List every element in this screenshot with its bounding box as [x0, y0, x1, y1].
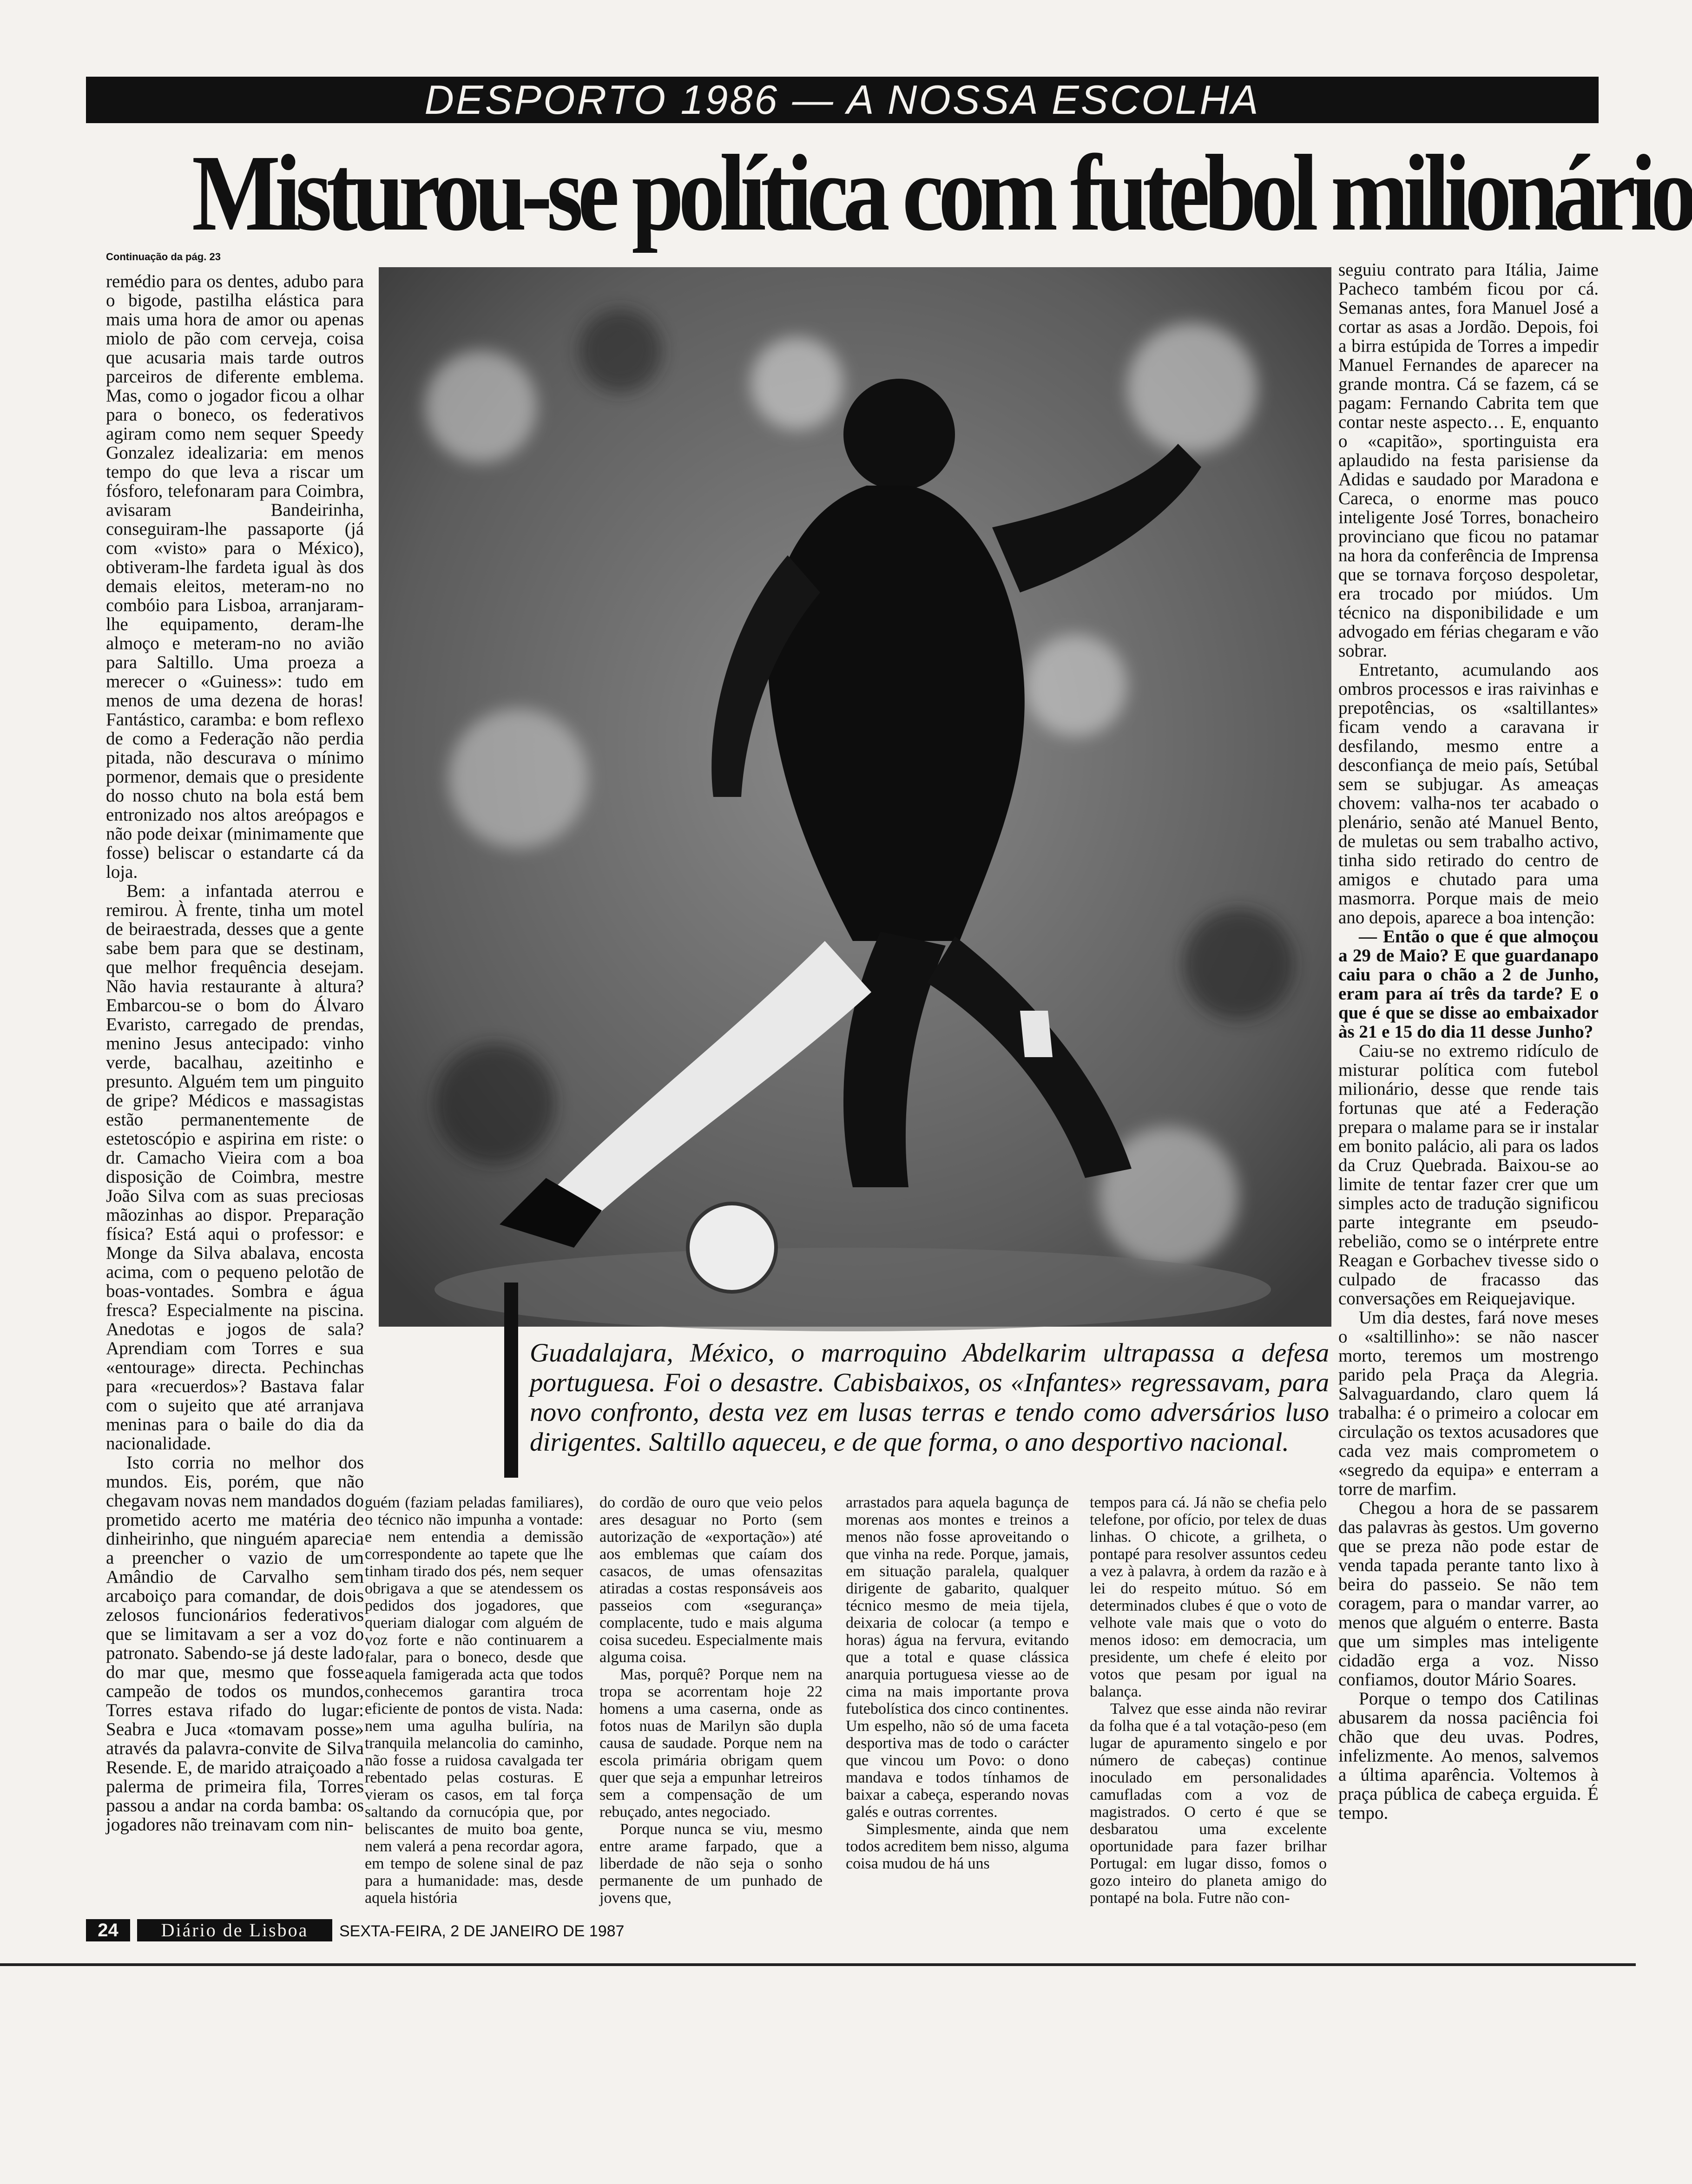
headline: Misturou-se política com futebol milionário: [191, 132, 1692, 253]
bold-quote: — Então o que é que almoçou a 29 de Maio? E que guardanapo caiu para o chão a 2 de Junho, eram para aí três da tarde? E o que é que se disse ao embaixador às 21 e 15 do dia 11 desse Junho?: [1338, 927, 1599, 1042]
bottom-paragraph: Talvez que esse ainda não revirar da folha que é a tal votação-peso (em lugar de apuramento singelo e por número de cabeças) continue inoculado em personalidades camufladas com a voz de magistrados. O certo é que se desbaratou uma excelente oportunidade para fazer brilhar Portugal: em lugar disso, fomos o gozo inteiro do planeta amigo do pontapé na bola. Futre não con-: [1090, 1700, 1327, 1907]
bottom-column-1: [365, 1494, 583, 1910]
right-paragraph: Entretanto, acumulando aos ombros processos e iras raivinhas e prepotências, os «saltillantes» ficam vendo a caravana ir desfilando, mesmo entre a desconfiança de meio país, Setúbal sem se subjugar. As ameaças chovem: valha-nos ter acabado o plenário, senão até Manuel Bento, de muletas ou sem trabalho activo, tinha sido retirado do centro de amigos e chutado para uma masmorra. Porque mais de meio ano depois, aparece a boa intenção:: [1338, 660, 1599, 928]
left-paragraph: Isto corria no melhor dos mundos. Eis, porém, que não chegavam novas nem mandados do prometido acerto me matéria de dinheirinho, que ninguém aparecia a preencher o vazio de um Amândio de Carvalho sem arcaboiço para comandar, de dois zelosos funcionários federativos que se limitavam a ser a voz do patronato. Sabendo-se já deste lado do mar que, mesmo que fosse campeão de todos os mundos, Torres estava rifado do lugar: Seabra e Juca «tomavam posse» através da palavra-convite de Silva Resende. E, de marido atraiçoado a palerma de primeira fila, Torres passou a andar na corda bamba: os jogadores não treinavam com nin-: [106, 1453, 364, 1835]
bottom-rule: [0, 1963, 1636, 1966]
bottom-paragraph: Simplesmente, ainda que nem todos acreditem bem nisso, alguma coisa mudou de há uns: [846, 1821, 1069, 1872]
caption-bar: [504, 1283, 518, 1478]
newspaper-name: Diário de Lisboa: [137, 1919, 332, 1941]
bottom-paragraph: do cordão de ouro que veio pelos ares desaguar no Porto (sem autorização de «exportação») até aos emblemas que caíam dos casacos, de umas ofensazitas atiradas a costas responsáveis aos passeios com «segurança» complacente, tudo e mais alguma coisa sucedeu. Especialmente mais alguma coisa.: [599, 1494, 823, 1666]
football-player-illustration: [379, 267, 1331, 1327]
bottom-paragraph: tempos para cá. Já não se chefia pelo telefone, por ofício, por telex de duas linhas. O chicote, a grilheta, o pontapé para resolver assuntos cedeu a vez à palavra, à ordem da razão e à lei do respeito mútuo. Só em determinados clubes é que o voto de velhote vale mais que o voto do menos idoso: em democracia, um presidente, um chefe é eleito por votos que pesam por igual na balança.: [1090, 1494, 1327, 1700]
left-column: [106, 272, 364, 1889]
left-paragraph: remédio para os dentes, adubo para o bigode, pastilha elástica para mais uma hora de amor ou apenas miolo de pão com cerveja, coisa que acusaria mais tarde outros parceiros de diferente emblema. Mas, como o jogador ficou a olhar para o boneco, os federativos agiram como nem sequer Speedy Gonzalez idealizaria: em menos tempo do que leva a riscar um fósforo, telefonaram para Coimbra, avisaram Bandeirinha, conseguiram-lhe passaporte (já com «visto» para o México), obtiveram-lhe fardeta igual às dos demais eleitos, meteram-no no combóio para Lisboa, arranjaram-lhe equipamento, deram-lhe almoço e meteram-no no avião para Saltillo. Uma proeza a merecer o «Guiness»: tudo em menos de uma dezena de horas! Fantástico, caramba: e bom reflexo de como a Federação não perdia pitada, não descurava o mínimo pormenor, demais que o presidente do nosso chuto na bola está bem entronizado nos altos areópagos e não pode deixar (minimamente que fosse) beliscar o estandarte cá da loja.: [106, 271, 364, 882]
publication-date: SEXTA-FEIRA, 2 DE JANEIRO DE 1987: [339, 1922, 625, 1940]
right-paragraph-bold: [1338, 927, 1599, 1041]
bottom-paragraph: Mas, porquê? Porque nem na tropa se acorrentam hoje 22 homens a uma caserna, onde as fotos nuas de Marilyn são dupla causa de saudade. Porque nem na escola primária obrigam quem quer que seja a empunhar letreiros sem a compensação de um rebuçado, antes negociado.: [599, 1666, 823, 1821]
bottom-paragraph: Porque nunca se viu, mesmo entre arame farpado, que a liberdade de não seja o sonho permanente de um punhado de jovens que,: [599, 1821, 823, 1907]
right-paragraph: Um dia destes, fará nove meses o «saltillinho»: se não nascer morto, teremos um mostrengo parido pela Praça da Alegria. Salvaguardando, claro quem lá trabalha: é o primeiro a colocar em circulação os textos acusadores que cada vez mais comprometem o «segredo da equipa» e enterram a torre de marfim.: [1338, 1308, 1599, 1499]
continuation-note: Continuação da pág. 23: [106, 251, 221, 263]
page-footer: [86, 1919, 1599, 1947]
bottom-column-3: [846, 1494, 1069, 1910]
right-paragraph: Caiu-se no extremo ridículo de misturar política com futebol milionário, desse que rende tais fortunas que até a Federação prepara o malame para se ir instalar em bonito palácio, ali para os lados da Cruz Quebrada. Baixou-se ao limite de tentar fazer crer que um simples acto de tradução significou parte integrante em pseudo-rebelião, como se o intérprete entre Reagan e Gorbachev tivesse sido o culpado de fracasso das conversações em Reiquejavique.: [1338, 1041, 1599, 1309]
bottom-paragraph: guém (faziam peladas familiares), o técnico não impunha a vontade: e nem entendia a demissão correspondente ao tapete que lhe tinham tirado dos pés, nem sequer obrigava a que se atendessem os pedidos dos jogadores, que queriam dialogar com alguém de voz forte e não continuarem a falar, para o boneco, desde que aquela famigerada acta que todos conhecemos garantira troca eficiente de pontos de vista. Nada: nem uma agulha bulíria, na tranquila melancolia do caminho, não fosse a ruidosa cavalgada ter rebentado pelas costuras. E vieram os casos, em tal força saltando da cornucópia que, por beliscantes de muito boa gente, nem valerá a pena recordar agora, em tempo de solene sinal de paz para a humanidade: mas, desde aquela história: [365, 1494, 583, 1907]
bottom-paragraph: arrastados para aquela bagunça de morenas aos montes e treinos a menos não fosse aproveitando o que vinha na rede. Porque, jamais, em situação paralela, qualquer dirigente de gabarito, qualquer técnico mesmo de meia tijela, deixaria de colocar (a tempo e horas) água na fervura, evitando que a total e quase clássica anarquia portuguesa viesse ao de cima na mais importante prova futebolística dos cinco continentes. Um espelho, não só de uma faceta desportiva mas de todo o carácter que vincou um Povo: o dono mandava e todos tínhamos de baixar a cabeça, esperando novas galés e outras correntes.: [846, 1494, 1069, 1821]
left-paragraph: Bem: a infantada aterrou e remirou. À frente, tinha um motel de beiraestrada, desses que a gente sabe bem para que se destinam, que melhor frequência desejam. Não havia restaurante à altura? Embarcou-se o bom do Álvaro Evaristo, carregado de prendas, menino Jesus antecipado: vinho verde, bacalhau, azeitinho e presunto. Alguém tem um pinguito de gripe? Médicos e massagistas estão permanentemente de estetoscópio e aspirina em riste: o dr. Camacho Vieira com a boa disposição de Coimbra, mestre João Silva com as suas preciosas mãozinhas ao dispor. Preparação física? Está aqui o professor: e Monge da Silva abalava, encosta acima, com o pequeno pelotão de boas-vontades. Sombra e água fresca? Especialmente na piscina. Anedotas e jogos de sala? Aprendiam com Torres e sua «entourage» directa. Pechinchas para «recuerdos»? Bastava falar com o sujeito que até arranjava meninas para o baile do dia da nacionalidade.: [106, 881, 364, 1454]
photo-caption: Guadalajara, México, o marroquino Abdelkarim ultrapassa a defesa portuguesa. Foi o desastre. Cabisbaixos, os «Infantes» regressavam, para novo confronto, desta vez em lusas terras e tendo como adversários luso dirigentes. Saltillo aqueceu, e de que forma, o ano desportivo nacional.: [530, 1338, 1329, 1457]
bottom-column-4: [1090, 1494, 1327, 1910]
right-paragraph: Porque o tempo dos Catilinas abusarem da nossa paciência foi chão que deu uvas. Podres, infelizmente. Ao menos, salvemos a última aparência. Voltemos à praça pública de cabeça erguida. É tempo.: [1338, 1689, 1599, 1823]
right-paragraph: seguiu contrato para Itália, Jaime Pacheco também ficou por cá. Semanas antes, fora Manuel José a cortar as asas a Jordão. Depois, foi a birra estúpida de Torres a impedir Manuel Fernandes de aparecer na grande montra. Cá se fazem, cá se pagam: Fernando Cabrita tem que contar neste aspecto… E, enquanto o «capitão», sportinguista era aplaudido na festa parisiense da Adidas e saudado por Maradona e Careca, o enorme mas pouco inteligente José Torres, bonacheiro provinciano que ficou no patamar na hora da conferência de Imprensa que se tornava forçoso despoletar, era trocado por miúdos. Um técnico na disponibilidade e um advogado em férias chegaram e vão sobrar.: [1338, 260, 1599, 661]
bottom-column-2: [599, 1494, 823, 1910]
right-column: [1338, 260, 1599, 1870]
page-number: 24: [86, 1919, 130, 1941]
match-photo: [379, 267, 1331, 1327]
right-paragraph: Chegou a hora de se passarem das palavras às gestos. Um governo que se preza não pode estar de venda tapada perante tanto lixo à beira do passeio. Se não tem coragem, para o mandar varrer, ao menos que alguém o enterre. Basta que um simples mas inteligente cidadão erga a voz. Nisso confiamos, doutor Mário Soares.: [1338, 1498, 1599, 1690]
section-banner: DESPORTO 1986 — A NOSSA ESCOLHA: [86, 77, 1599, 123]
